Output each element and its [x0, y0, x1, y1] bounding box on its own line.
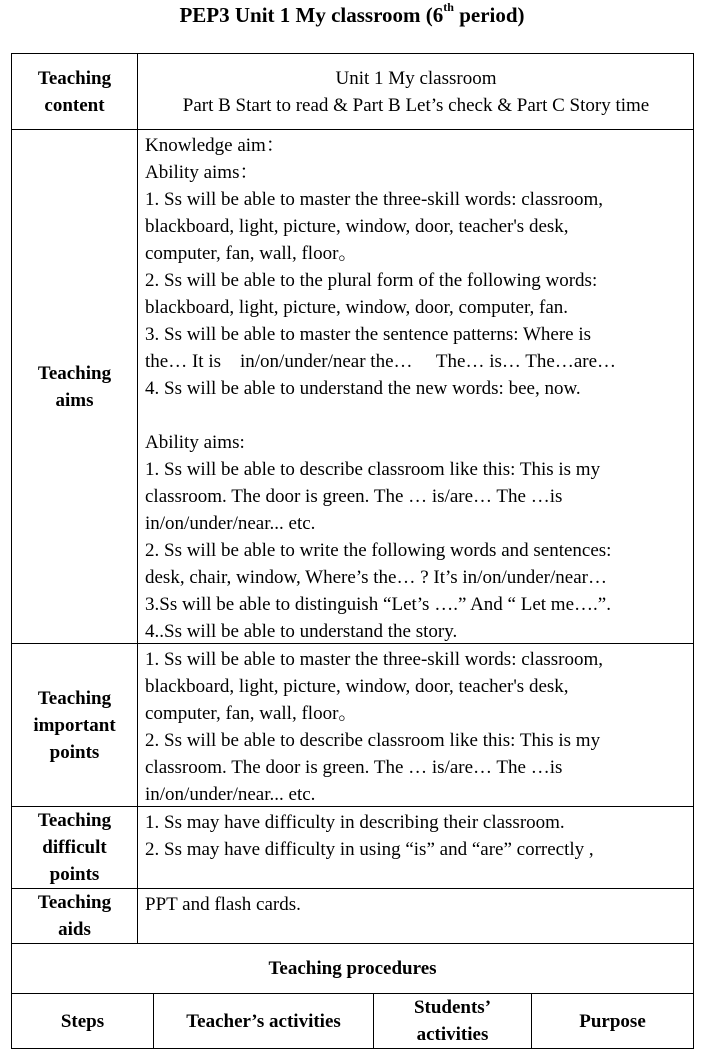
label-teaching-aids: Teaching aids: [12, 889, 138, 943]
label-teaching-important-points: Teaching important points: [12, 644, 138, 806]
row-teaching-aids: [12, 889, 693, 944]
content-teaching-important-points: 1. Ss will be able to master the three-skill words: classroom, blackboard, light, picture, window, door, teacher's desk, computer, fan, wall, floor。 2. Ss will be able to describe classroom like this: This is my classroom. The door is green. The … is/are… The …is in/on/under/near... etc.: [145, 649, 604, 805]
header-teachers-activities: Teacher’s activities: [154, 994, 374, 1048]
content-teaching-aims: Knowledge aim： Ability aims： 1. Ss will be able to master the three-skill words: classroom, blackboard, light, picture, window, door, teacher's desk, computer, fan, wall, floor。 2. Ss will be able to the plural form of the following words: blackboard, light, picture, window, door, computer, fan. 3. Ss will be able to master the sentence patterns: Where is the… It is in/on/under/near the… The… is… The…are… 4. Ss will be able to understand the new words: bee, now. Ability aims: 1. Ss will be able to describe classroom like this: This is my classroom. The door is green. The … is/are… The …is in/on/under/near... etc. 2. Ss will be able to write the following words and sentences: desk, chair, window, Where’s the… ? It’s in/on/under/near… 3.Ss will be able to distinguish “Let’s ….” And “ Let me….”. 4..Ss will be able to understand the story.: [145, 135, 617, 642]
row-teaching-important-points: [12, 644, 693, 807]
label-teaching-difficult-points: Teaching difficult points: [12, 807, 138, 888]
header-steps: Steps: [12, 994, 154, 1048]
content-teaching-difficult-points: 1. Ss may have difficulty in describing their classroom. 2. Ss may have difficulty in using “is” and “are” correctly ,: [145, 812, 594, 860]
document-title: PEP3 Unit 1 My classroom (6th period): [179, 0, 525, 27]
lesson-plan-table: [11, 53, 694, 1049]
header-purpose: Purpose: [579, 1010, 646, 1032]
content-teaching-aids: PPT and flash cards.: [145, 894, 301, 915]
teaching-procedures-heading: Teaching procedures: [12, 944, 693, 994]
row-teaching-content: [12, 54, 693, 130]
label-teaching-aims: Teaching aims: [12, 130, 138, 643]
row-teaching-difficult-points: [12, 807, 693, 889]
row-teaching-aims: [12, 130, 693, 644]
procedures-header-row: [12, 994, 693, 1049]
header-students-activities: Students’ activities: [374, 994, 532, 1048]
label-teaching-content: Teaching content: [12, 54, 138, 129]
content-teaching-content: Unit 1 My classroom Part B Start to read & Part B Let’s check & Part C Story time: [182, 67, 650, 116]
